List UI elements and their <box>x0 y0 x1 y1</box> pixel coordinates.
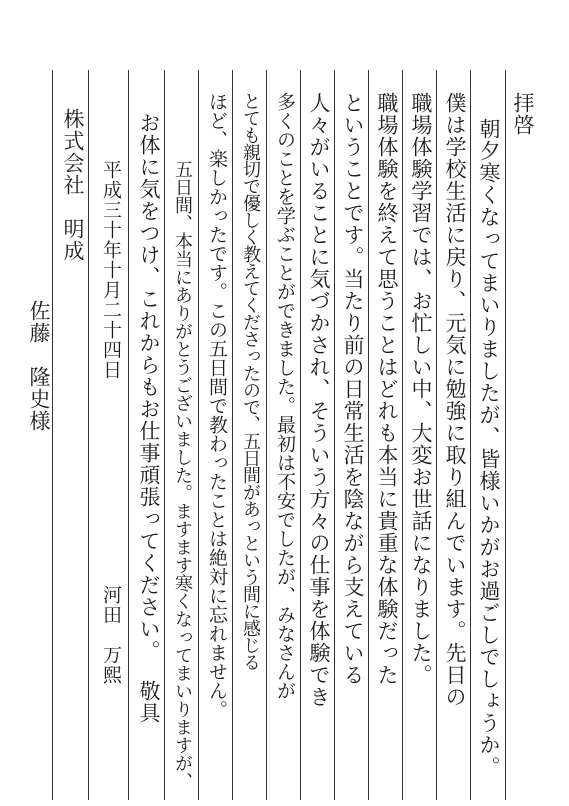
body-line: とても親切で優しく教えてくださったので、五日間があっという間に感じる <box>240 92 261 670</box>
body-line: 人々がいることに気づかされ、そういう方々の仕事を体験でき <box>307 92 331 708</box>
body-line: 五日間、本当にありがとうございました。ますます寒くなってまいりますが、 <box>172 160 193 790</box>
ruled-line <box>368 70 369 800</box>
body-line: お体に気をつけ、これからもお仕事頑張ってください。 <box>137 112 161 662</box>
ruled-line <box>164 70 165 800</box>
body-line: 朝夕寒くなってまいりましたが、皆様いかがお過ごしでしょうか。 <box>477 118 501 778</box>
recipient-company: 株式会社 明成 <box>61 108 85 262</box>
ruled-line <box>300 70 301 800</box>
ruled-line <box>334 70 335 800</box>
ruled-line <box>470 70 471 800</box>
ruled-line <box>232 70 233 800</box>
closing-keigu: 敬具 <box>137 680 161 724</box>
ruled-line <box>128 70 129 800</box>
ruled-line <box>505 70 506 800</box>
ruled-line <box>88 70 89 800</box>
body-line: 職場体験を終えて思うことはどれも本当に貴重な体験だった <box>375 92 399 686</box>
ruled-line <box>436 70 437 800</box>
body-line: ほど、楽しかったです。この五日間で教わったことは絶対に忘れません。 <box>206 92 228 719</box>
body-line: 僕は学校生活に戻り、元気に勉強に取り組んでいます。先日の <box>443 92 467 708</box>
ruled-line <box>266 70 267 800</box>
sender-name: 河田 万熙 <box>100 585 122 685</box>
ruled-line <box>198 70 199 800</box>
ruled-line <box>402 70 403 800</box>
recipient-name: 佐藤 隆史様 <box>27 300 51 432</box>
letter-date: 平成三十年十月二十四日 <box>100 160 122 380</box>
body-line: 職場体験学習では、お忙しい中、大変お世話になりました。 <box>409 92 433 686</box>
salutation: 拝啓 <box>511 92 535 136</box>
body-line: ということです。当たり前の日常生活を陰ながら支えている <box>341 92 365 686</box>
body-line: 多くのことを学ぶことができました。最初は不安でしたが、みなさんが <box>274 92 296 700</box>
ruled-line <box>52 70 53 800</box>
